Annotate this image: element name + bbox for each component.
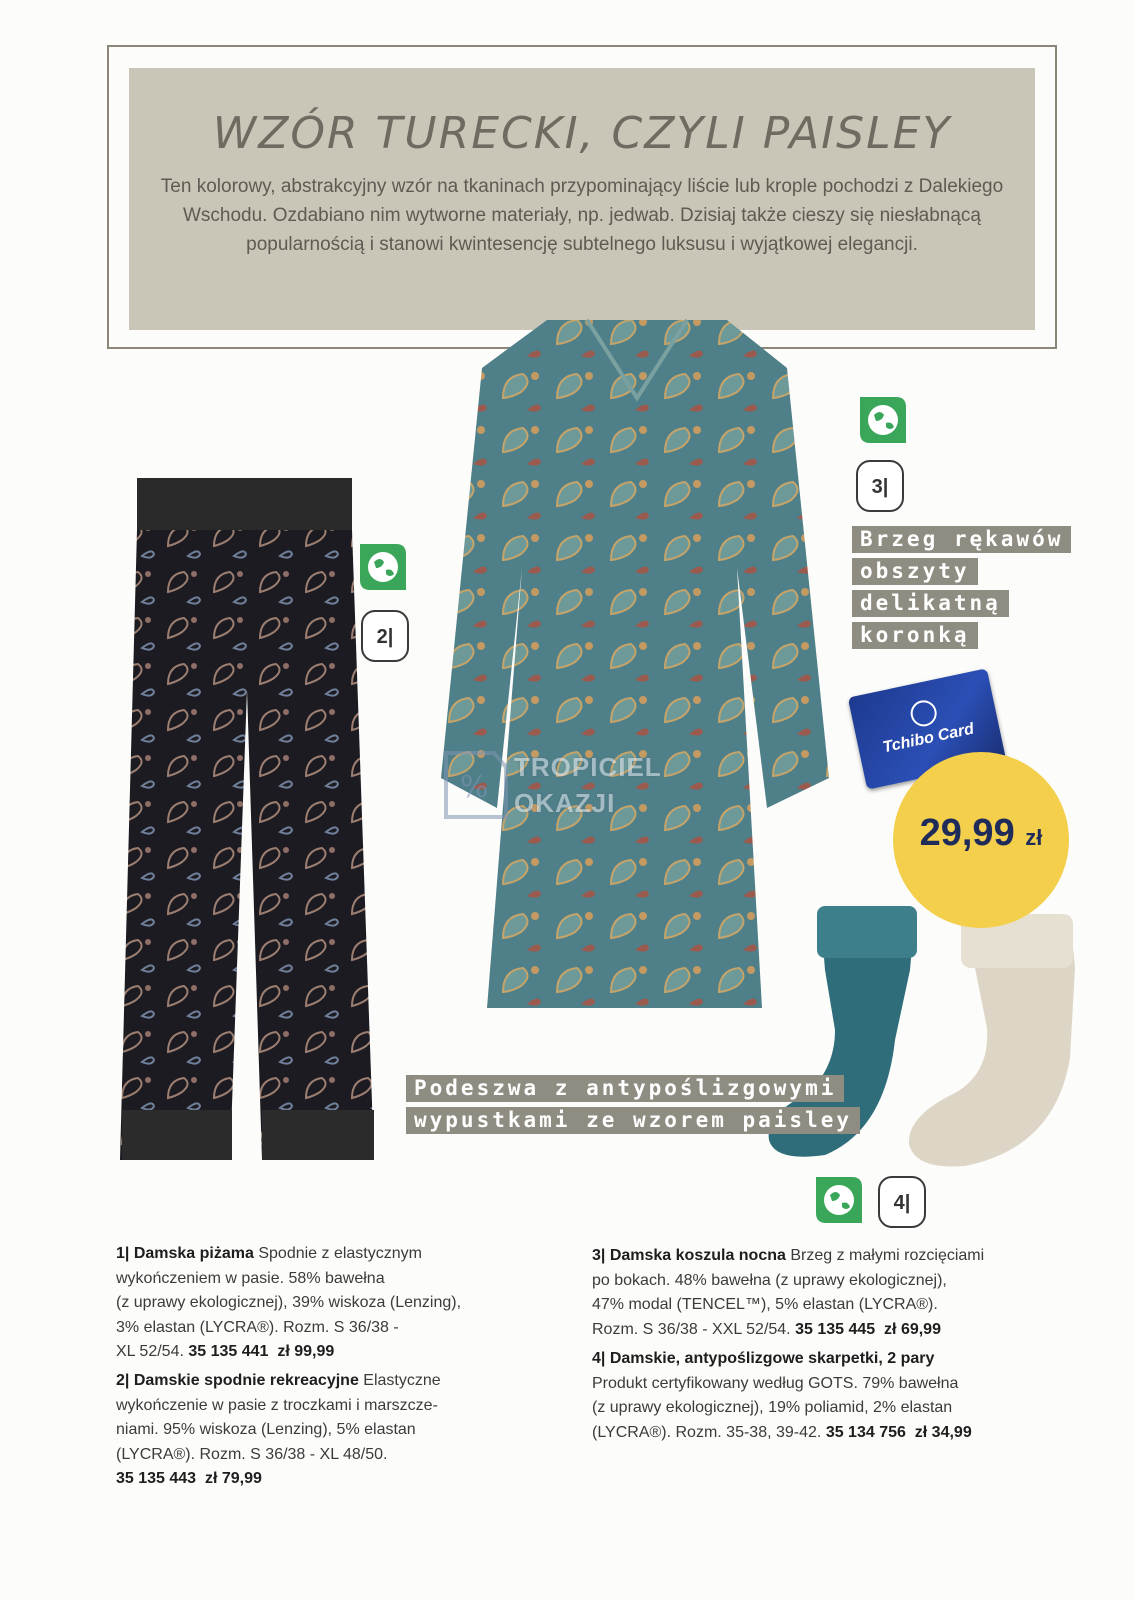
product-price: zł 34,99: [914, 1423, 972, 1441]
eco-globe-icon: [356, 540, 410, 594]
price-amount: 29,99: [919, 812, 1015, 854]
svg-text:%: %: [460, 770, 489, 805]
product-code: 35 135 445: [795, 1320, 876, 1338]
product-name: Damskie spodnie rekreacyjne: [133, 1372, 359, 1389]
product-line: Spodnie z elastycznym: [258, 1245, 422, 1262]
product-line: wykończeniem w pasie. 58% bawełna: [116, 1269, 385, 1287]
sleeve-lace-callout: [852, 526, 1071, 654]
intro-panel: [129, 68, 1035, 330]
product-line: po bokach. 48% bawełna (z uprawy ekologicznej),: [592, 1271, 947, 1289]
product-line: niami. 95% wiskoza (Lenzing), 5% elastan: [116, 1421, 416, 1438]
callout-line: Brzeg rękawów: [852, 526, 1071, 553]
product-number: 2|: [116, 1372, 130, 1389]
product-number-badge-3: 3|: [856, 460, 904, 512]
watermark-line: TROPICIEL: [514, 752, 662, 782]
product-number: 4|: [592, 1350, 606, 1367]
eco-globe-icon: [812, 1173, 866, 1227]
product-price: zł 99,99: [277, 1343, 335, 1360]
product-number-badge-2: 2|: [361, 610, 409, 662]
product-code: 35 135 443: [116, 1470, 197, 1487]
product-description-4: [592, 1347, 1082, 1445]
product-number: 3|: [592, 1247, 606, 1264]
product-line: XL 52/54.: [116, 1343, 184, 1360]
callout-line: Podeszwa z antypoślizgowymi: [406, 1075, 844, 1102]
product-line: (z uprawy ekologicznej), 19% poliamid, 2% elastan: [592, 1399, 953, 1416]
tchibo-logo-icon: [908, 698, 939, 729]
product-line: Rozm. S 36/38 - XXL 52/54.: [592, 1320, 791, 1338]
pants-image: [112, 470, 382, 1165]
product-line: Elastyczne: [363, 1372, 441, 1389]
watermark-line: OKAZJI: [514, 788, 616, 818]
product-number-badge-4: 4|: [878, 1176, 926, 1228]
product-name: Damska koszula nocna: [609, 1247, 786, 1264]
intro-text: Ten kolorowy, abstrakcyjny wzór na tkaninach przypominający liście lub krople pochodzi z Dalekiego Wschodu. Ozdabiano nim wytworne materiały, np. jedwab. Dzisiaj także cieszy się niesłabnącą popularnością i stanowi kwintesencję subtelnego luksusu i wyjątkowej elegancji.: [160, 176, 1004, 255]
callout-line: delikatną: [852, 590, 1009, 617]
product-line: Produkt certyfikowany według GOTS. 79% bawełna: [592, 1374, 959, 1392]
product-line: 3% elastan (LYCRA®). Rozm. S 36/38 -: [116, 1318, 399, 1336]
price-value: [893, 812, 1069, 855]
callout-line: obszyty: [852, 558, 978, 585]
sock-sole-callout: [406, 1075, 860, 1139]
eco-globe-icon: [856, 393, 910, 447]
price-circle: [893, 752, 1069, 928]
product-number: 1|: [116, 1245, 130, 1262]
callout-line: wypustkami ze wzorem paisley: [406, 1107, 860, 1134]
product-line: (LYCRA®). Rozm. 35-38, 39-42.: [592, 1423, 822, 1441]
cream-sock-image: [905, 908, 1085, 1168]
percent-tag-icon: [438, 745, 510, 823]
product-code: 35 135 441: [188, 1343, 269, 1360]
intro-title: WZÓR TURECKI, CZYLI PAISLEY: [212, 108, 952, 159]
product-line: 47% modal (TENCEL™), 5% elastan (LYCRA®).: [592, 1296, 938, 1313]
price-currency: zł: [1025, 825, 1043, 850]
watermark: [434, 741, 674, 827]
product-line: Brzeg z małymi rozcięciami: [790, 1247, 985, 1264]
watermark-text: [514, 749, 662, 821]
product-line: (z uprawy ekologicznej), 39% wiskoza (Lenzing),: [116, 1294, 462, 1311]
product-price: zł 79,99: [204, 1470, 262, 1487]
product-line: wykończenie w pasie z troczkami i marszcze-: [116, 1396, 438, 1414]
product-name: Damska piżama: [133, 1245, 254, 1262]
product-line: (LYCRA®). Rozm. S 36/38 - XL 48/50.: [116, 1445, 388, 1463]
product-description-1: [116, 1242, 536, 1365]
product-name: Damskie, antypoślizgowe skarpetki, 2 pary: [609, 1350, 935, 1367]
product-description-3: [592, 1244, 1082, 1342]
callout-line: koronką: [852, 622, 978, 649]
card-label: Tchibo Card: [881, 720, 976, 757]
product-code: 35 134 756: [825, 1423, 906, 1441]
product-price: zł 69,99: [884, 1320, 941, 1338]
product-description-2: [116, 1369, 536, 1492]
